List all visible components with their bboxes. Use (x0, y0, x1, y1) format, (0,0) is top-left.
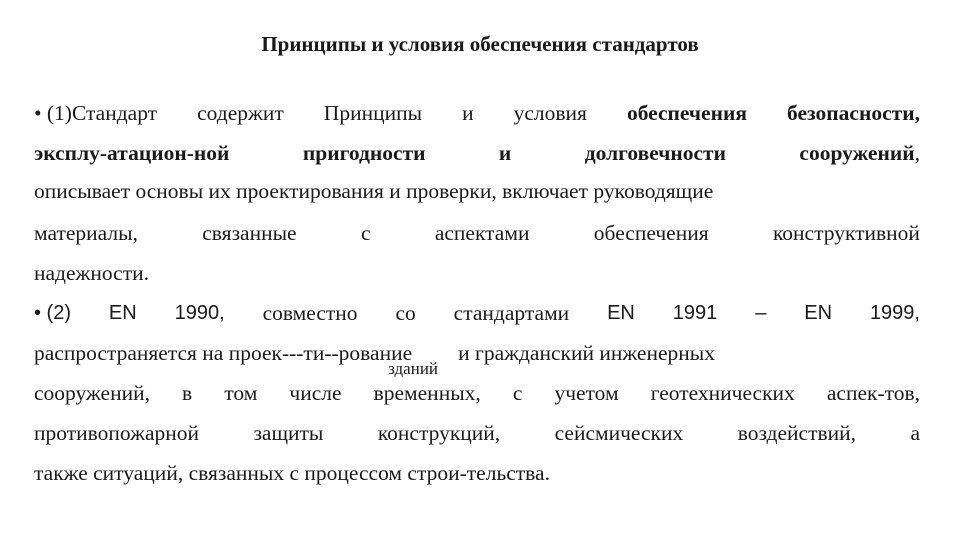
word: сооружений, (34, 381, 150, 405)
word: содержит (197, 101, 284, 125)
paragraph-1-line-4 (34, 218, 920, 248)
page-title: Принципы и условия обеспечения стандартов (261, 32, 699, 56)
paragraph-2-line-5: также ситуаций, связанных с процессом строи-тельства. (34, 461, 550, 485)
bold-word: эксплу-атацион-ной (34, 141, 230, 165)
word: воздействий, (737, 421, 857, 445)
word: с (360, 221, 371, 245)
bold-word: безопасности, (787, 101, 920, 125)
word: EN (108, 302, 137, 324)
word: EN (607, 302, 635, 324)
word: учетом (554, 381, 619, 405)
bold-word: сооружений (799, 141, 915, 165)
bold-word: пригодности (302, 141, 426, 165)
word: в (182, 381, 193, 405)
word: материалы, (34, 221, 138, 245)
word: противопожарной (34, 421, 200, 445)
word: защиты (253, 421, 324, 445)
bold-word: обеспечения (626, 101, 747, 125)
word: 1991 (672, 302, 718, 324)
word: сейсмических (554, 421, 684, 445)
word: 1990, (174, 302, 225, 324)
word: геотехнических (650, 381, 795, 405)
word: том (224, 381, 258, 405)
paragraph-2-line-2 (34, 338, 920, 378)
word: • (2) (34, 302, 72, 324)
word: стандартами (453, 301, 570, 325)
paragraph-2-line-1 (34, 298, 920, 328)
word: конструкций, (377, 421, 501, 445)
paragraph-1-line-3: описывает основы их проектирования и проверки, включает руководящие (34, 179, 714, 203)
word: временных, (373, 381, 481, 405)
word: • (1)Стандарт (34, 101, 158, 125)
text-before: распространяется на проек---ти--рование (34, 341, 413, 365)
paragraph-2-line-3 (34, 378, 920, 408)
bold-word-with-comma (799, 138, 920, 168)
paragraph-2-line-4 (34, 418, 920, 448)
word: числе (289, 381, 342, 405)
word: условия (513, 101, 587, 125)
word: и (462, 101, 474, 125)
comma: , (914, 141, 920, 165)
word: аспектами (434, 221, 530, 245)
word: совместно (262, 301, 358, 325)
word: – (755, 302, 767, 324)
word: Принципы (323, 101, 423, 125)
paragraph-1-line-2 (34, 138, 920, 168)
word: 1999, (869, 302, 920, 324)
word: конструктивной (772, 221, 920, 245)
text-after: и гражданский инженерных (458, 341, 715, 365)
paragraph-1-line-5: надежности. (34, 261, 149, 285)
word: со (395, 301, 416, 325)
word: EN (804, 302, 833, 324)
bold-word: и (498, 141, 512, 165)
overlap-word: зданий (388, 359, 439, 378)
word: обеспечения (593, 221, 709, 245)
word: с (512, 381, 523, 405)
bold-word: долговечности (584, 141, 726, 165)
word: а (910, 421, 920, 445)
word: аспек-тов, (826, 381, 920, 405)
word: связанные (202, 221, 297, 245)
paragraph-1-line-1 (34, 98, 920, 128)
